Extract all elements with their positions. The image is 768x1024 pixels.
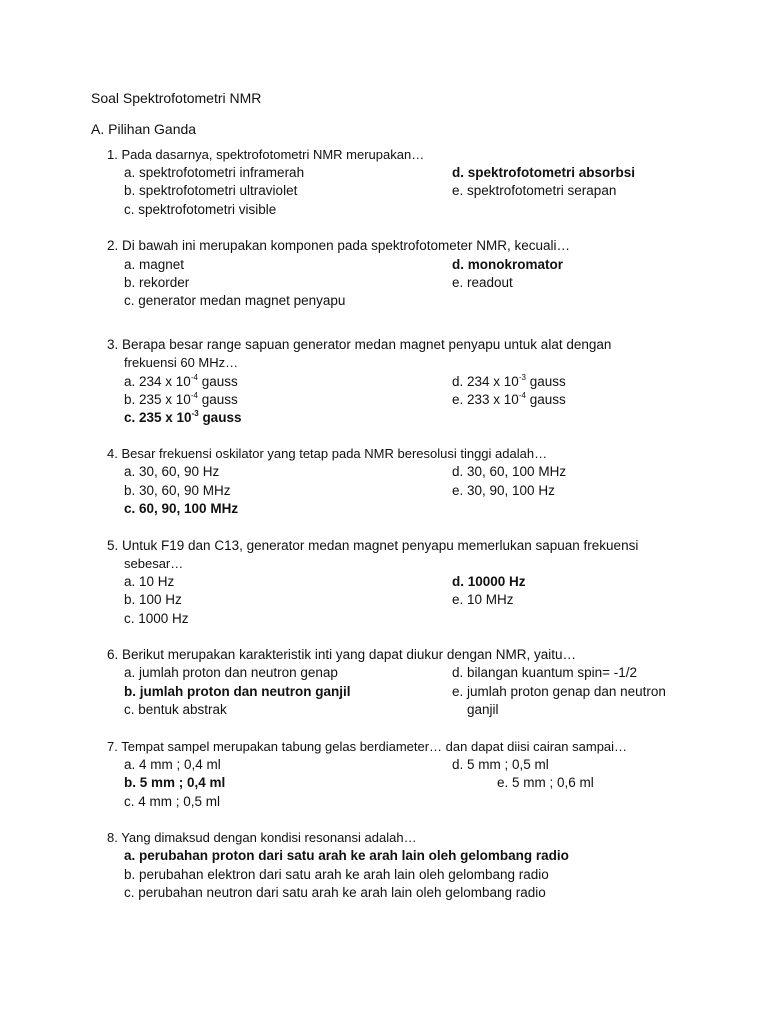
question-5-option-b: b. 100 Hz [124, 592, 182, 607]
question-6-stem: 6. Berikut merupakan karakteristik inti yang dapat diukur dengan NMR, yaitu… [107, 647, 576, 662]
question-2-option-a: a. magnet [124, 257, 185, 272]
question-5-stem-cont: sebesar… [124, 556, 184, 571]
question-7-option-c: c. 4 mm ; 0,5 ml [124, 794, 221, 809]
question-1-option-c: c. spektrofotometri visible [124, 202, 277, 217]
question-7-option-e: e. 5 mm ; 0,6 ml [497, 775, 594, 790]
question-4-option-d: d. 30, 60, 100 MHz [452, 464, 567, 479]
question-2-option-d-answer: d. monokromator [452, 257, 564, 272]
question-2-stem: 2. Di bawah ini merupakan komponen pada spektrofotometer NMR, kecuali… [107, 238, 570, 253]
question-4-option-b: b. 30, 60, 90 MHz [124, 483, 231, 498]
question-2-option-b: b. rekorder [124, 275, 190, 290]
question-3-option-c-answer: c. 235 x $10^{-3}$ gauss [124, 409, 242, 425]
question-5-option-d-answer: d. 10000 Hz [452, 574, 526, 589]
question-7-option-d: d. 5 mm ; 0,5 ml [452, 757, 549, 772]
question-5-option-a: a. 10 Hz [124, 574, 175, 589]
question-7-stem: 7. Tempat sampel merupakan tabung gelas berdiameter… dan dapat diisi cairan sampai… [107, 739, 628, 754]
question-1-option-b: b. spektrofotometri ultraviolet [124, 183, 298, 198]
question-1-option-d-answer: d. spektrofotometri absorbsi [452, 165, 636, 180]
question-1-option-e: e. spektrofotometri serapan [452, 183, 617, 198]
question-2-option-e: e. readout [452, 275, 513, 290]
question-3-option-d: d. 234 x $10^{-3}$ gauss [452, 373, 566, 389]
question-6-option-e-cont: ganjil [467, 702, 499, 717]
question-1-option-a: a. spektrofotometri inframerah [124, 165, 305, 180]
question-7-option-b-answer: b. 5 mm ; 0,4 ml [124, 775, 226, 790]
question-8-option-c: c. perubahan neutron dari satu arah ke arah lain oleh gelombang radio [124, 885, 546, 900]
question-6-option-e: e. jumlah proton genap dan neutron [452, 684, 666, 699]
question-6-option-d: d. bilangan kuantum spin= -1/2 [452, 665, 637, 680]
question-4-option-a: a. 30, 60, 90 Hz [124, 464, 220, 479]
question-4-stem: 4. Besar frekuensi oskilator yang tetap pada NMR beresolusi tinggi adalah… [107, 446, 548, 461]
question-3-option-e: e. 233 x $10^{-4}$ gauss [452, 391, 566, 407]
question-5-option-c: c. 1000 Hz [124, 611, 189, 626]
question-8-stem: 8. Yang dimaksud dengan kondisi resonansi adalah… [107, 830, 417, 845]
question-6-option-a: a. jumlah proton dan neutron genap [124, 665, 338, 680]
question-3-stem: 3. Berapa besar range sapuan generator medan magnet penyapu untuk alat dengan [107, 337, 612, 352]
question-8-option-a-answer: a. perubahan proton dari satu arah ke arah lain oleh gelombang radio [124, 848, 569, 863]
question-6-option-c: c. bentuk abstrak [124, 702, 227, 717]
section-heading: A. Pilihan Ganda [91, 121, 197, 137]
question-3-option-b: b. 235 x $10^{-4}$ gauss [124, 391, 238, 407]
question-3-option-a: a. 234 x $10^{-4}$ gauss [124, 373, 238, 389]
question-3-stem-cont: frekuensi 60 MHz… [124, 355, 239, 370]
question-4-option-c-answer: c. 60, 90, 100 MHz [124, 501, 239, 516]
question-2-option-c: c. generator medan magnet penyapu [124, 293, 346, 308]
document-title: Soal Spektrofotometri NMR [91, 90, 262, 106]
question-5-stem: 5. Untuk F19 dan C13, generator medan magnet penyapu memerlukan sapuan frekuensi [107, 538, 639, 553]
question-4-option-e: e. 30, 90, 100 Hz [452, 483, 555, 498]
question-1-stem: 1. Pada dasarnya, spektrofotometri NMR merupakan… [107, 147, 425, 162]
question-6-option-b-answer: b. jumlah proton dan neutron ganjil [124, 684, 351, 699]
question-8-option-b: b. perubahan elektron dari satu arah ke arah lain oleh gelombang radio [124, 867, 549, 882]
question-7-option-a: a. 4 mm ; 0,4 ml [124, 757, 221, 772]
question-5-option-e: e. 10 MHz [452, 592, 514, 607]
